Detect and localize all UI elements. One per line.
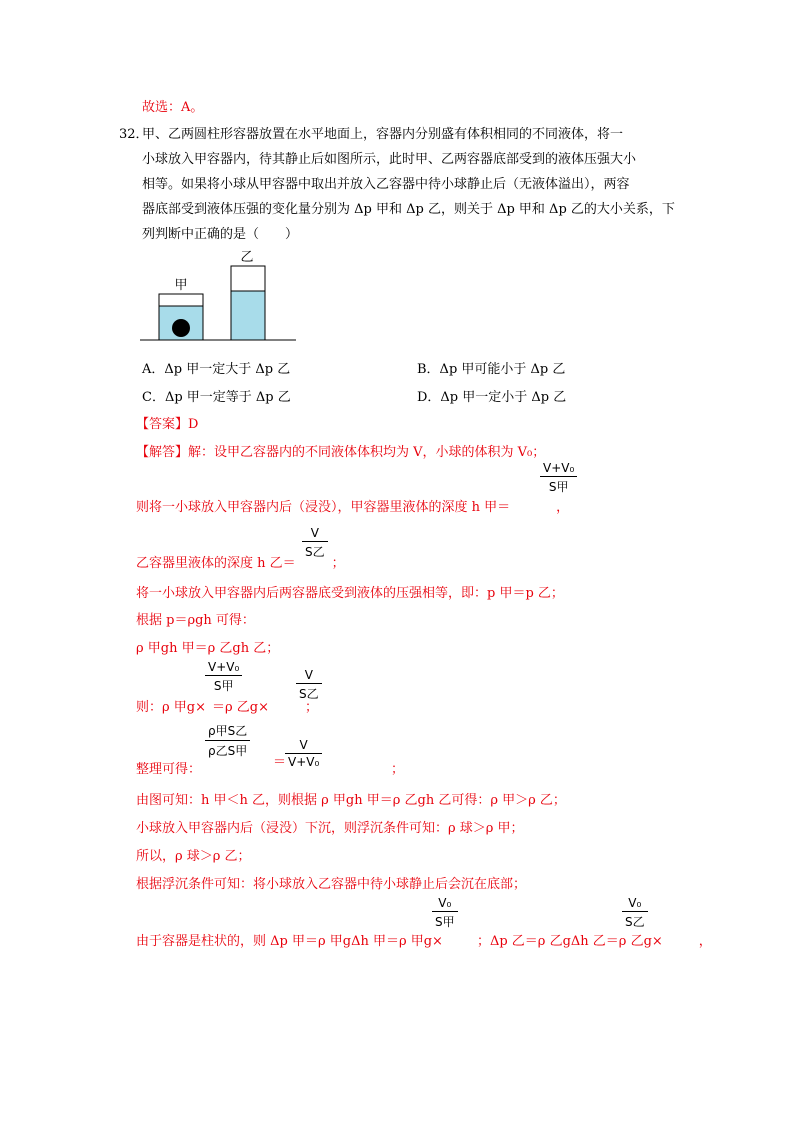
fraction-numerator: V+V₀ bbox=[543, 461, 575, 475]
semicolon: ； bbox=[391, 762, 405, 777]
analysis-line-12: 根据浮沉条件可知：将小球放入乙容器中待小球静止后会沉在底部； bbox=[136, 877, 527, 892]
analysis-line-2 bbox=[136, 496, 569, 515]
fraction-numerator: V bbox=[310, 526, 319, 540]
option-c: C．Δp 甲一定等于 Δp 乙 bbox=[142, 390, 291, 405]
fraction-numerator: V bbox=[304, 668, 313, 682]
question-line-4: 器底部受到液体压强的变化量分别为 Δp 甲和 Δp 乙，则关于 Δp 甲和 Δp 乙的大小关系，下 bbox=[142, 202, 675, 217]
fraction-numerator: V bbox=[299, 738, 308, 752]
comma: ， bbox=[556, 500, 570, 515]
analysis-line-8-text: 整理可得： bbox=[136, 762, 202, 777]
fraction-dh-jia bbox=[432, 896, 458, 930]
containers-figure bbox=[140, 245, 300, 345]
ball bbox=[172, 319, 190, 337]
fraction-ratio bbox=[205, 722, 250, 759]
analysis-line-4: 将一小球放入甲容器内后两容器底受到液体的压强相等，即：p 甲＝p 乙； bbox=[136, 586, 564, 601]
fraction-denominator: V+V₀ bbox=[288, 755, 320, 769]
fraction-dh-yi bbox=[622, 896, 648, 930]
fraction-denominator: S乙 bbox=[625, 915, 645, 929]
analysis-line-11: 所以，ρ 球＞ρ 乙； bbox=[136, 849, 251, 864]
fraction-denominator: S甲 bbox=[548, 480, 569, 494]
containers-diagram bbox=[140, 245, 300, 345]
fraction-denominator: S乙 bbox=[305, 545, 325, 559]
liquid-yi bbox=[231, 291, 265, 340]
label-yi: 乙 bbox=[240, 250, 254, 265]
analysis-line-5: 根据 p＝ρgh 可得： bbox=[136, 613, 255, 628]
semicolon: ； bbox=[331, 556, 345, 571]
question-number: 32． bbox=[119, 127, 149, 142]
fraction-numerator: V₀ bbox=[438, 896, 452, 910]
analysis-line-9: 由图可知：h 甲＜h 乙，则根据 ρ 甲gh 甲＝ρ 乙gh 乙可得：ρ 甲＞ρ 乙； bbox=[136, 793, 566, 808]
fraction-h-jia bbox=[540, 461, 577, 495]
semicolon: ； bbox=[305, 700, 319, 715]
fraction-rhs-jia bbox=[205, 660, 242, 694]
answer-line: 【答案】D bbox=[136, 417, 199, 432]
fraction-denominator: S甲 bbox=[435, 915, 455, 929]
option-a: A．Δp 甲一定大于 Δp 乙 bbox=[142, 362, 291, 377]
equals-sign: ＝ bbox=[273, 755, 287, 770]
analysis-line-1: 【解答】解：设甲乙容器内的不同液体体积均为 V，小球的体积为 V₀； bbox=[136, 445, 546, 460]
analysis-line-13-right: ；Δp 乙＝ρ 乙gΔh 乙＝ρ 乙g× bbox=[476, 934, 663, 949]
option-d: D．Δp 甲一定小于 Δp 乙 bbox=[417, 390, 567, 405]
question-line-2: 小球放入甲容器内，待其静止后如图所示，此时甲、乙两容器底部受到的液体压强大小 bbox=[142, 152, 637, 167]
fraction-numerator: ρ甲S乙 bbox=[208, 724, 248, 738]
option-b: B．Δp 甲可能小于 Δp 乙 bbox=[417, 362, 566, 377]
analysis-line-2-text: 则将一小球放入甲容器内后（浸没），甲容器里液体的深度 h 甲＝ bbox=[136, 500, 511, 515]
fraction-numerator: V₀ bbox=[628, 896, 642, 910]
analysis-line-10: 小球放入甲容器内后（浸没）下沉，则浮沉条件可知：ρ 球＞ρ 甲； bbox=[136, 821, 524, 836]
fraction-numerator: V+V₀ bbox=[208, 660, 240, 674]
analysis-line-7-right: ＝ρ 乙g× bbox=[212, 700, 269, 715]
comma: ， bbox=[698, 934, 712, 949]
analysis-line-13-left: 由于容器是柱状的，则 Δp 甲＝ρ 甲gΔh 甲＝ρ 甲g× bbox=[136, 934, 443, 949]
question-line-1: 甲、乙两圆柱形容器放置在水平地面上，容器内分别盛有体积相同的不同液体，将一 bbox=[142, 127, 624, 142]
question-line-3: 相等。如果将小球从甲容器中取出并放入乙容器中待小球静止后（无液体溢出），两容 bbox=[142, 177, 630, 192]
analysis-line-7-left: 则：ρ 甲g× bbox=[136, 700, 206, 715]
previous-answer-line: 故选：A。 bbox=[142, 100, 204, 115]
analysis-line-3 bbox=[136, 552, 345, 571]
analysis-line-7 bbox=[136, 696, 318, 715]
analysis-line-6: ρ 甲gh 甲＝ρ 乙gh 乙； bbox=[136, 641, 280, 656]
question-line-5: 列判断中正确的是（ ） bbox=[142, 227, 299, 242]
fraction-denominator: S乙 bbox=[299, 687, 319, 701]
analysis-line-13 bbox=[136, 930, 712, 949]
fraction-denominator: S甲 bbox=[213, 679, 234, 693]
label-jia: 甲 bbox=[174, 278, 188, 293]
fraction-denominator: ρ乙S甲 bbox=[208, 744, 248, 758]
analysis-line-3-text: 乙容器里液体的深度 h 乙＝ bbox=[136, 556, 296, 571]
analysis-line-8 bbox=[136, 758, 404, 777]
